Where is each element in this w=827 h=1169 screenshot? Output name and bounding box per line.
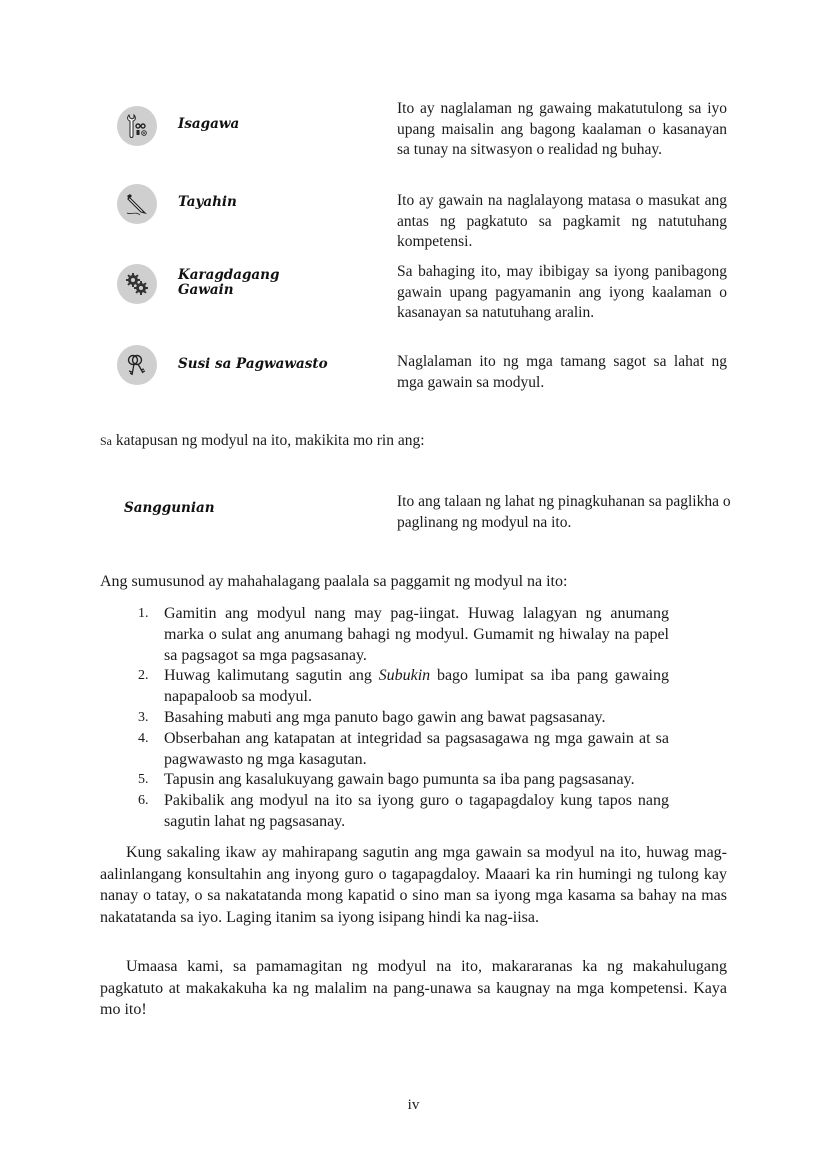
list-item [136,729,736,771]
item-number: 1. [138,606,149,621]
item-text: Gamitin ang modyul nang may pag-iingat. Huwag lalagyan ng anumang marka o sulat ang anumang bahagi ng modyul. Gumamit ng hiwalay na papel sa pagsagot sa mga pagsasanay. [164,605,669,664]
intro-sa: Sa [100,434,112,448]
help-paragraph: Kung sakaling ikaw ay mahirapang sagutin ang mga gawain sa modyul na ito, huwag mag-aalinlangang konsultahin ang inyong guro o tagapagdaloy. Maaari ka rin humingi ng tulong kay nanay o tatay, o sa nakatatanda mong kapatid o sino man sa iyong mga kasama sa bahay na mas nakatatanda sa iyo. Laging itanim sa iyong isipang hindi ka nag-iisa. [100,844,727,926]
list-item [136,604,736,666]
item-text: Pakibalik ang modyul na ito sa iyong guro o tagapagdaloy kung tapos nang sagutin lahat ng pagsasanay. [164,792,669,830]
feature-name: Isagawa [178,116,240,132]
item-text: Basahing mabuti ang mga panuto bago gawin ang bawat pagsasanay. [164,708,606,726]
list-item [136,770,736,791]
list-item [136,708,736,729]
wrench-tools-icon [117,106,157,146]
feature-name: Susi sa Pagwawasto [178,356,328,372]
keys-icon [117,345,157,385]
feature-description: Naglalaman ito ng mga tamang sagot sa lahat ng mga gawain sa modyul. [397,353,727,391]
end-section-intro [100,432,425,450]
feature-description: Ito ay naglalaman ng gawaing makatutulong sa iyo upang maisalin ang bagong kaalaman o kasanayan sa tunay na sitwasyon o realidad ng buhay. [397,100,727,159]
list-item [136,666,736,708]
feature-description: Sa bahaging ito, may ibibigay sa iyong panibagong gawain upang pagyamanin ang iyong kaalaman o kasanayan sa natutuhang aralin. [397,263,727,322]
item-text [164,666,669,708]
intro-rest: katapusan ng modyul na ito, makikita mo rin ang: [112,432,425,449]
item-text-post: bago lumipat sa iba pang gawaing napapaloob sa modyul. [164,667,669,706]
item-number: 5. [138,772,149,788]
item-number: 3. [138,709,149,725]
item-text: Obserbahan ang katapatan at integridad sa pagsasagawa ng mga gawain at sa pagwawasto ng mga kasagutan. [164,729,669,768]
gears-icon [117,264,157,304]
feature-name [178,268,279,298]
item-number: 4. [138,730,149,746]
page-number: iv [407,1097,420,1113]
subukin-emphasis: Subukin [378,667,431,685]
feature-name: Tayahin [178,194,237,210]
reminders-intro: Ang sumusunod ay mahahalagang paalala sa paggamit ng modyul na ito: [100,573,568,590]
item-number: 6. [138,793,149,809]
feature-description: Ito ay gawain na naglalayong matasa o masukat ang antas ng pagkatuto sa pagkamit ng natutuhang kompetensi. [397,192,727,251]
pencil-icon [117,184,157,224]
reference-name: Sanggunian [124,500,215,516]
feature-name-line1: Karagdagang [178,267,280,283]
feature-name-line2: Gawain [178,282,234,298]
reference-description: Ito ang talaan ng lahat ng pinagkuhanan sa paglikha o paglinang ng modyul na ito. [397,493,731,531]
item-text: Tapusin ang kasalukuyang gawain bago pumunta sa iba pang pagsasanay. [164,771,635,789]
item-number: 2. [138,668,149,684]
closing-paragraph: Umaasa kami, sa pamamagitan ng modyul na ito, makararanas ka ng makahulugang pagkatuto at makakakuha ka ng malalim na pang-unawa sa kaugnay na mga kompetensi. Kaya mo ito! [100,958,727,1019]
reminders-list [136,604,736,833]
item-text-pre: Huwag kalimutang sagutin ang [164,667,379,685]
list-item [136,791,736,833]
